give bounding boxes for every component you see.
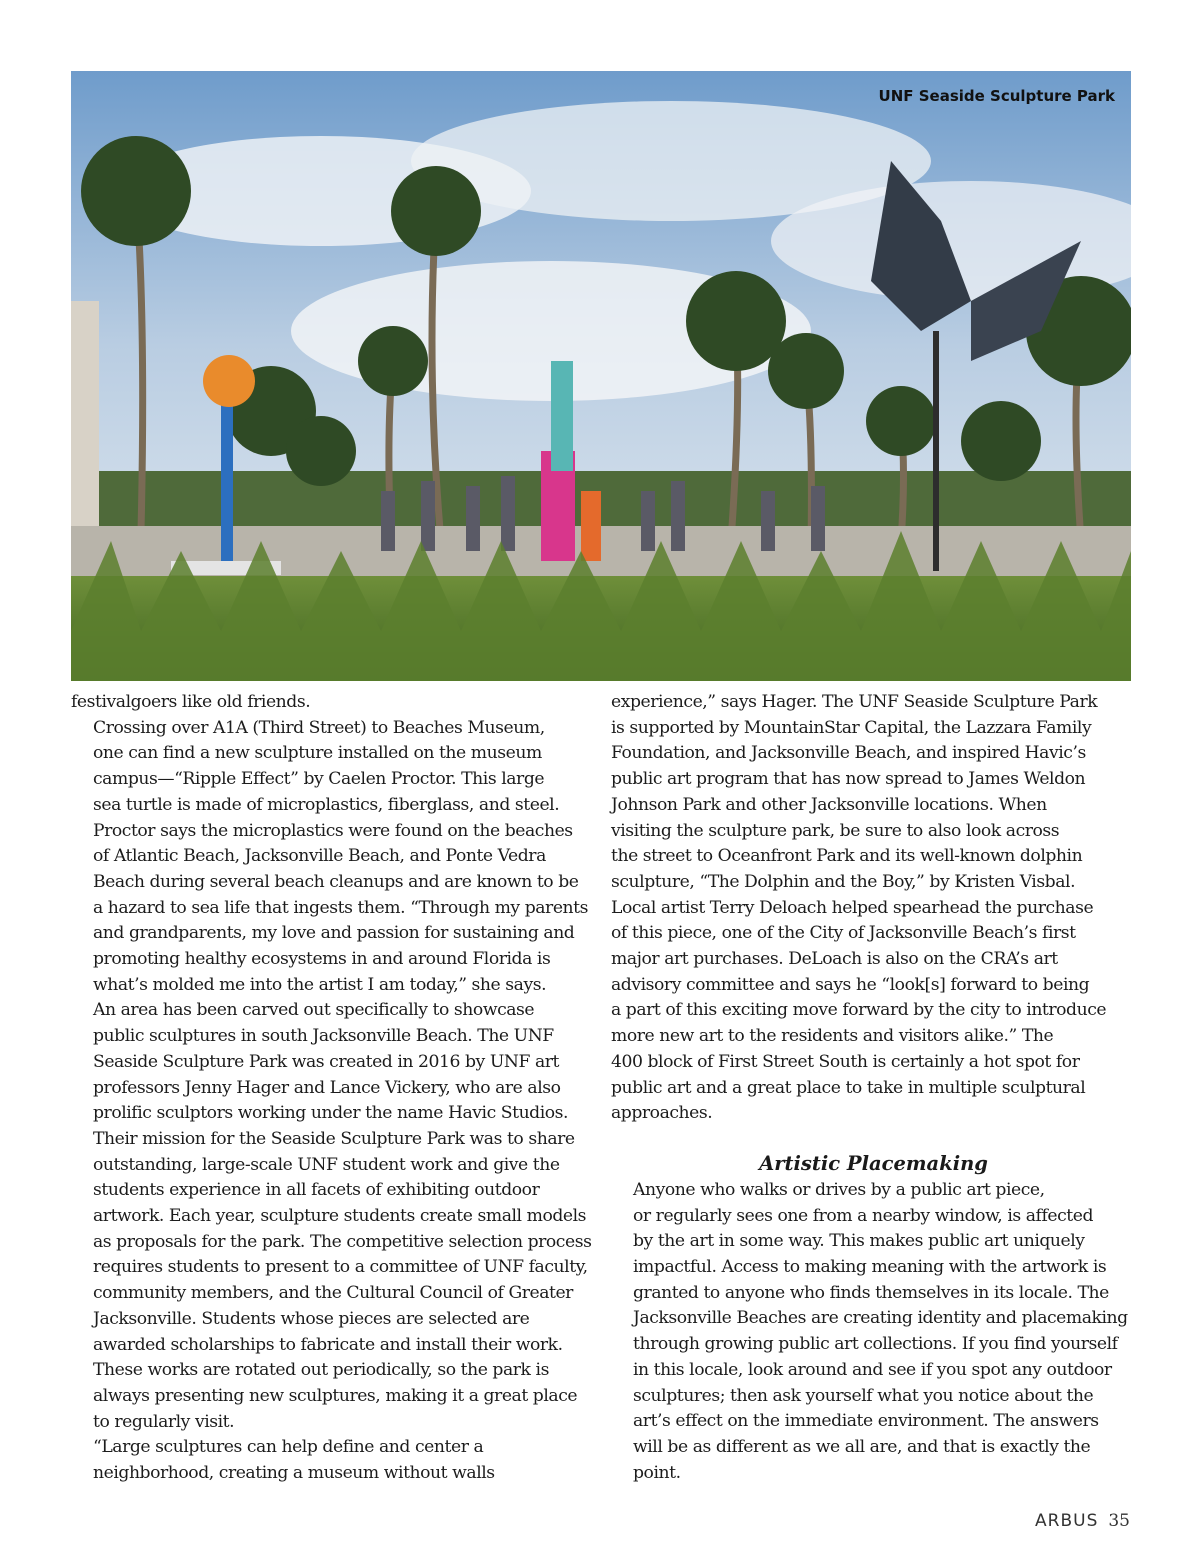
- text-line: one can find a new sculpture installed on the museum: [93, 743, 542, 764]
- text-line: prolific sculptors working under the name Havic Studios.: [93, 1103, 569, 1124]
- text-line: experience,” says Hager. The UNF Seaside Sculpture Park: [611, 692, 1098, 712]
- text-line: Their mission for the Seaside Sculpture Park was to share: [93, 1128, 575, 1149]
- text-line: more new art to the residents and visitors alike.” The: [611, 1026, 1054, 1047]
- text-line: These works are rotated out periodically, so the park is: [93, 1360, 549, 1381]
- text-line: sea turtle is made of microplastics, fiberglass, and steel.: [93, 794, 560, 815]
- text-line: impactful. Access to making meaning with the artwork is: [633, 1257, 1107, 1278]
- paragraph: [71, 716, 591, 999]
- text-line: what’s molded me into the artist I am today,” she says.: [93, 974, 547, 995]
- text-line: or regularly sees one from a nearby window, is affected: [633, 1205, 1093, 1226]
- text-line: Seaside Sculpture Park was created in 2016 by UNF art: [93, 1051, 559, 1072]
- text-line: Local artist Terry Deloach helped spearhead the purchase: [611, 897, 1094, 918]
- text-line: a part of this exciting move forward by the city to introduce: [611, 1000, 1107, 1021]
- text-line: of Atlantic Beach, Jacksonville Beach, and Ponte Vedra: [93, 846, 546, 867]
- text-line: art’s effect on the immediate environment. The answers: [633, 1411, 1099, 1432]
- text-line: sculptures; then ask yourself what you notice about the: [633, 1385, 1094, 1406]
- text-line: awarded scholarships to fabricate and install their work.: [93, 1334, 563, 1355]
- text-line: artwork. Each year, sculpture students create small models: [93, 1206, 587, 1227]
- left-column: [71, 690, 591, 1487]
- magazine-name: ARBUS: [1035, 1511, 1099, 1531]
- text-line: Anyone who walks or drives by a public art piece,: [633, 1179, 1045, 1200]
- page-folio: [1035, 1511, 1130, 1531]
- text-line: Proctor says the microplastics were found on the beaches: [93, 820, 573, 841]
- right-column: [611, 690, 1136, 1486]
- text-line: public sculptures in south Jacksonville Beach. The UNF: [93, 1026, 554, 1047]
- text-line: and grandparents, my love and passion for sustaining and: [93, 923, 575, 944]
- text-line: in this locale, look around and see if you spot any outdoor: [633, 1359, 1112, 1380]
- text-line: of this piece, one of the City of Jacksonville Beach’s first: [611, 923, 1076, 944]
- text-line: advisory committee and says he “look[s] forward to being: [611, 974, 1090, 995]
- paragraph: [71, 998, 591, 1435]
- photo-icon: [71, 71, 1131, 681]
- text-line: campus—“Ripple Effect” by Caelen Proctor. This large: [93, 769, 545, 790]
- text-line: promoting healthy ecosystems in and around Florida is: [93, 949, 551, 970]
- text-line: through growing public art collections. If you find yourself: [633, 1334, 1118, 1355]
- text-line: Crossing over A1A (Third Street) to Beaches Museum,: [93, 717, 545, 738]
- text-line: public art program that has now spread to James Weldon: [611, 769, 1086, 790]
- text-line: is supported by MountainStar Capital, the Lazzara Family: [611, 717, 1092, 738]
- text-line: sculpture, “The Dolphin and the Boy,” by Kristen Visbal.: [611, 871, 1076, 892]
- text-line: Jacksonville Beaches are creating identity and placemaking: [633, 1308, 1128, 1329]
- text-line: community members, and the Cultural Council of Greater: [93, 1283, 573, 1304]
- text-line: point.: [633, 1462, 681, 1483]
- text-line: requires students to present to a committee of UNF faculty,: [93, 1257, 588, 1278]
- text-line: Johnson Park and other Jacksonville locations. When: [611, 794, 1047, 815]
- text-line: Foundation, and Jacksonville Beach, and inspired Havic’s: [611, 743, 1086, 764]
- text-line: An area has been carved out specifically to showcase: [93, 1000, 535, 1021]
- text-line: professors Jenny Hager and Lance Vickery, who are also: [93, 1077, 561, 1098]
- text-line: 400 block of First Street South is certainly a hot spot for: [611, 1051, 1080, 1072]
- text-line: Jacksonville. Students whose pieces are selected are: [93, 1308, 530, 1329]
- paragraph: [71, 1435, 591, 1486]
- text-line: as proposals for the park. The competitive selection process: [93, 1231, 592, 1252]
- page-number: 35: [1108, 1511, 1130, 1531]
- paragraph: [71, 690, 591, 716]
- text-line: always presenting new sculptures, making it a great place: [93, 1385, 578, 1406]
- text-line: to regularly visit.: [93, 1411, 235, 1432]
- text-line: visiting the sculpture park, be sure to also look across: [611, 820, 1060, 841]
- text-line: a hazard to sea life that ingests them. “Through my parents: [93, 897, 588, 918]
- text-line: by the art in some way. This makes public art uniquely: [633, 1231, 1085, 1252]
- text-line: neighborhood, creating a museum without walls: [93, 1463, 495, 1484]
- text-line: major art purchases. DeLoach is also on the CRA’s art: [611, 949, 1058, 970]
- feature-photo: [71, 71, 1131, 681]
- text-line: Beach during several beach cleanups and are known to be: [93, 871, 579, 892]
- text-line: the street to Oceanfront Park and its well-known dolphin: [611, 846, 1083, 867]
- text-line: will be as different as we all are, and that is exactly the: [633, 1436, 1091, 1457]
- text-line: students experience in all facets of exhibiting outdoor: [93, 1180, 540, 1201]
- paragraph: [611, 690, 1136, 1127]
- text-line: public art and a great place to take in multiple sculptural: [611, 1077, 1086, 1098]
- text-line: outstanding, large-scale UNF student work and give the: [93, 1154, 560, 1175]
- text-line: approaches.: [611, 1103, 713, 1124]
- text-line: “Large sculptures can help define and center a: [93, 1437, 484, 1458]
- text-line: festivalgoers like old friends.: [71, 692, 311, 712]
- paragraph: [611, 1178, 1136, 1486]
- section-heading: Artistic Placemaking: [759, 1151, 988, 1175]
- photo-caption: UNF Seaside Sculpture Park: [878, 87, 1115, 105]
- text-line: granted to anyone who finds themselves in its locale. The: [633, 1282, 1109, 1303]
